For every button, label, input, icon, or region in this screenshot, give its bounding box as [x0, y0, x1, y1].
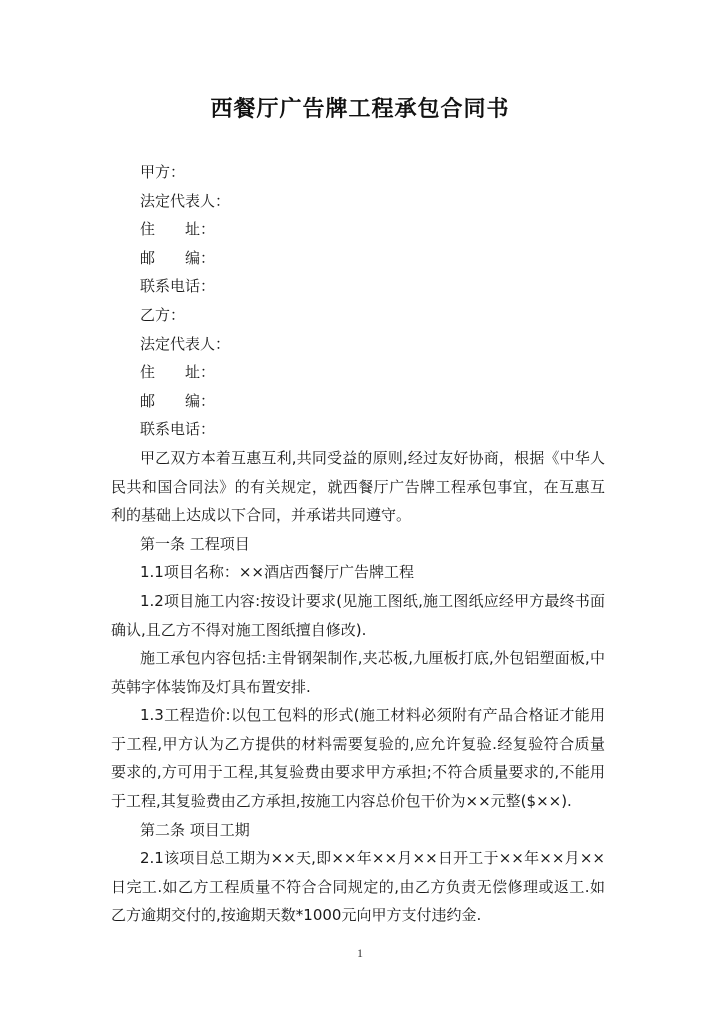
- article-1-item-1-3: 1.3工程造价:以包工包料的形式(施工材料必须附有产品合格证才能用于工程,甲方认为乙方提供的材料需要复验的,应允许复验.经复验符合质量要求的,方可用于工程,其复验费由要求甲方承担;不符合质量要求的,不能用于工程,其复验费由乙方承担,按施工内容总价包干价为××元整($××).: [111, 706, 605, 811]
- party-a-address: [111, 215, 605, 244]
- party-b-address-label-2: 址：: [185, 363, 216, 382]
- party-b-postcode: [111, 387, 605, 416]
- article-2-item-2-1: 2.1该项目总工期为××天,即××年××月××日开工于××年××月××日完工.如乙方工程质量不符合合同规定的,由乙方负责无偿修理或返工.如乙方逾期交付的,按逾期天数*1000元向甲方支付违约金.: [111, 849, 605, 925]
- party-b-address-label-1: 住: [140, 363, 156, 382]
- party-a-label: 甲方：: [140, 163, 186, 181]
- party-a-legal-rep: 法定代表人：: [140, 191, 231, 210]
- article-1-item-1-1: 1.1项目名称：××酒店西餐厅广告牌工程: [140, 563, 414, 582]
- party-a-postcode: [111, 244, 605, 273]
- party-a-address-label-2: 址：: [185, 220, 216, 239]
- party-b-postcode-label-2: 编：: [185, 391, 216, 410]
- article-1-scope: 施工承包内容包括:主骨钢架制作,夹芯板,九厘板打底,外包铝塑面板,中英韩字体装饰及灯具布置安排.: [111, 649, 605, 696]
- party-b-label: 乙方：: [140, 305, 186, 324]
- party-a-postcode-label-1: 邮: [140, 248, 156, 267]
- article-1-item-1-2: 1.2项目施工内容:按设计要求(见施工图纸,施工图纸应经甲方最终书面确认,且乙方不得对施工图纸擅自修改).: [111, 591, 605, 639]
- article-2-heading: 第二条 项目工期: [140, 820, 250, 839]
- party-b-legal-rep: 法定代表人：: [140, 334, 231, 353]
- party-a-phone: 联系电话：: [140, 277, 216, 296]
- party-b-address: [111, 358, 605, 387]
- preamble-paragraph: 甲乙双方本着互惠互利,共同受益的原则,经过友好协商，根据《中华人民共和国合同法》的有关规定，就西餐厅广告牌工程承包事宜，在互惠互利的基础上达成以下合同，并承诺共同遵守。: [111, 448, 605, 525]
- party-a-address-label-1: 住: [140, 220, 156, 239]
- party-b-phone: 联系电话：: [140, 420, 216, 439]
- document-body: [111, 158, 605, 930]
- party-b-postcode-label-1: 邮: [140, 391, 156, 410]
- document-title: 西餐厅广告牌工程承包合同书: [210, 96, 510, 122]
- party-a-postcode-label-2: 编：: [185, 248, 216, 267]
- article-1-heading: 第一条 工程项目: [140, 534, 250, 553]
- page-number: 1: [357, 946, 363, 960]
